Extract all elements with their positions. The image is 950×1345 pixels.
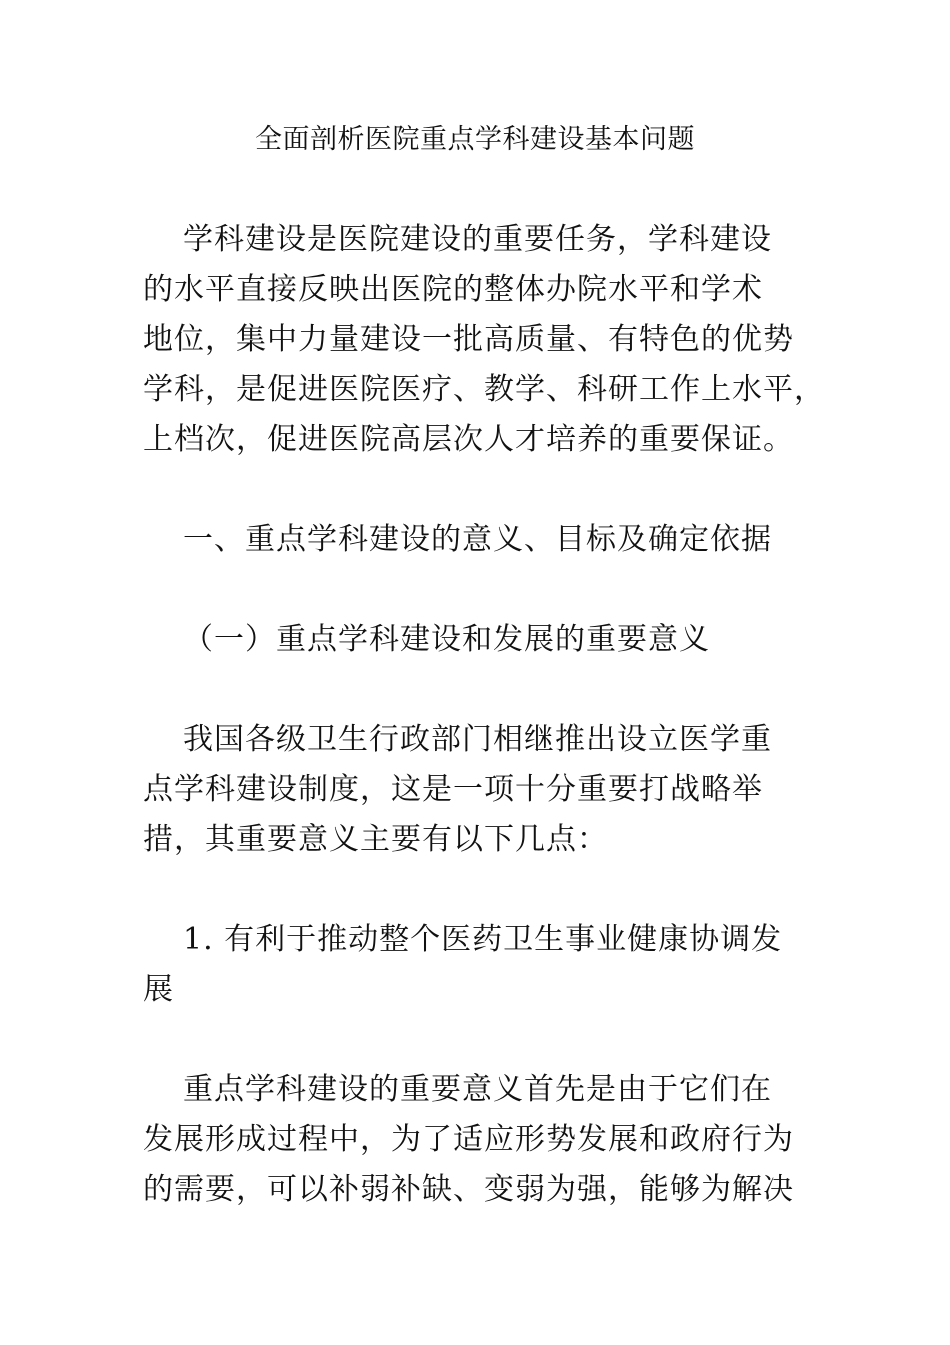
subsection-heading: （一）重点学科建设和发展的重要意义 xyxy=(183,622,710,657)
document-title: 全面剖析医院重点学科建设基本问题 xyxy=(255,124,695,155)
paragraph-line: 1. 有利于推动整个医药卫生事业健康协调发 xyxy=(183,922,783,957)
paragraph-line: 学科，是促进医院医疗、教学、科研工作上水平， xyxy=(143,372,825,407)
paragraph-line: 我国各级卫生行政部门相继推出设立医学重 xyxy=(183,722,772,757)
list-item-paragraph xyxy=(143,915,815,1015)
body-paragraph xyxy=(143,715,815,865)
paragraph-line: 点学科建设制度，这是一项十分重要打战略举 xyxy=(143,772,763,807)
intro-paragraph xyxy=(143,215,825,465)
paragraph-line: 的需要，可以补弱补缺、变弱为强，能够为解决 xyxy=(143,1172,794,1207)
paragraph-line: 地位，集中力量建设一批高质量、有特色的优势 xyxy=(143,322,794,357)
body-paragraph xyxy=(143,1065,815,1215)
paragraph-line: 学科建设是医院建设的重要任务，学科建设 xyxy=(183,222,772,257)
paragraph-line: 措，其重要意义主要有以下几点： xyxy=(143,822,608,857)
section-heading: 一、重点学科建设的意义、目标及确定依据 xyxy=(183,522,772,557)
paragraph-line: 重点学科建设的重要意义首先是由于它们在 xyxy=(183,1072,772,1107)
paragraph-line: 上档次，促进医院高层次人才培养的重要保证。 xyxy=(143,422,794,457)
paragraph-line: 展 xyxy=(143,972,174,1007)
paragraph-line: 的水平直接反映出医院的整体办院水平和学术 xyxy=(143,272,763,307)
paragraph-line: 发展形成过程中，为了适应形势发展和政府行为 xyxy=(143,1122,794,1157)
